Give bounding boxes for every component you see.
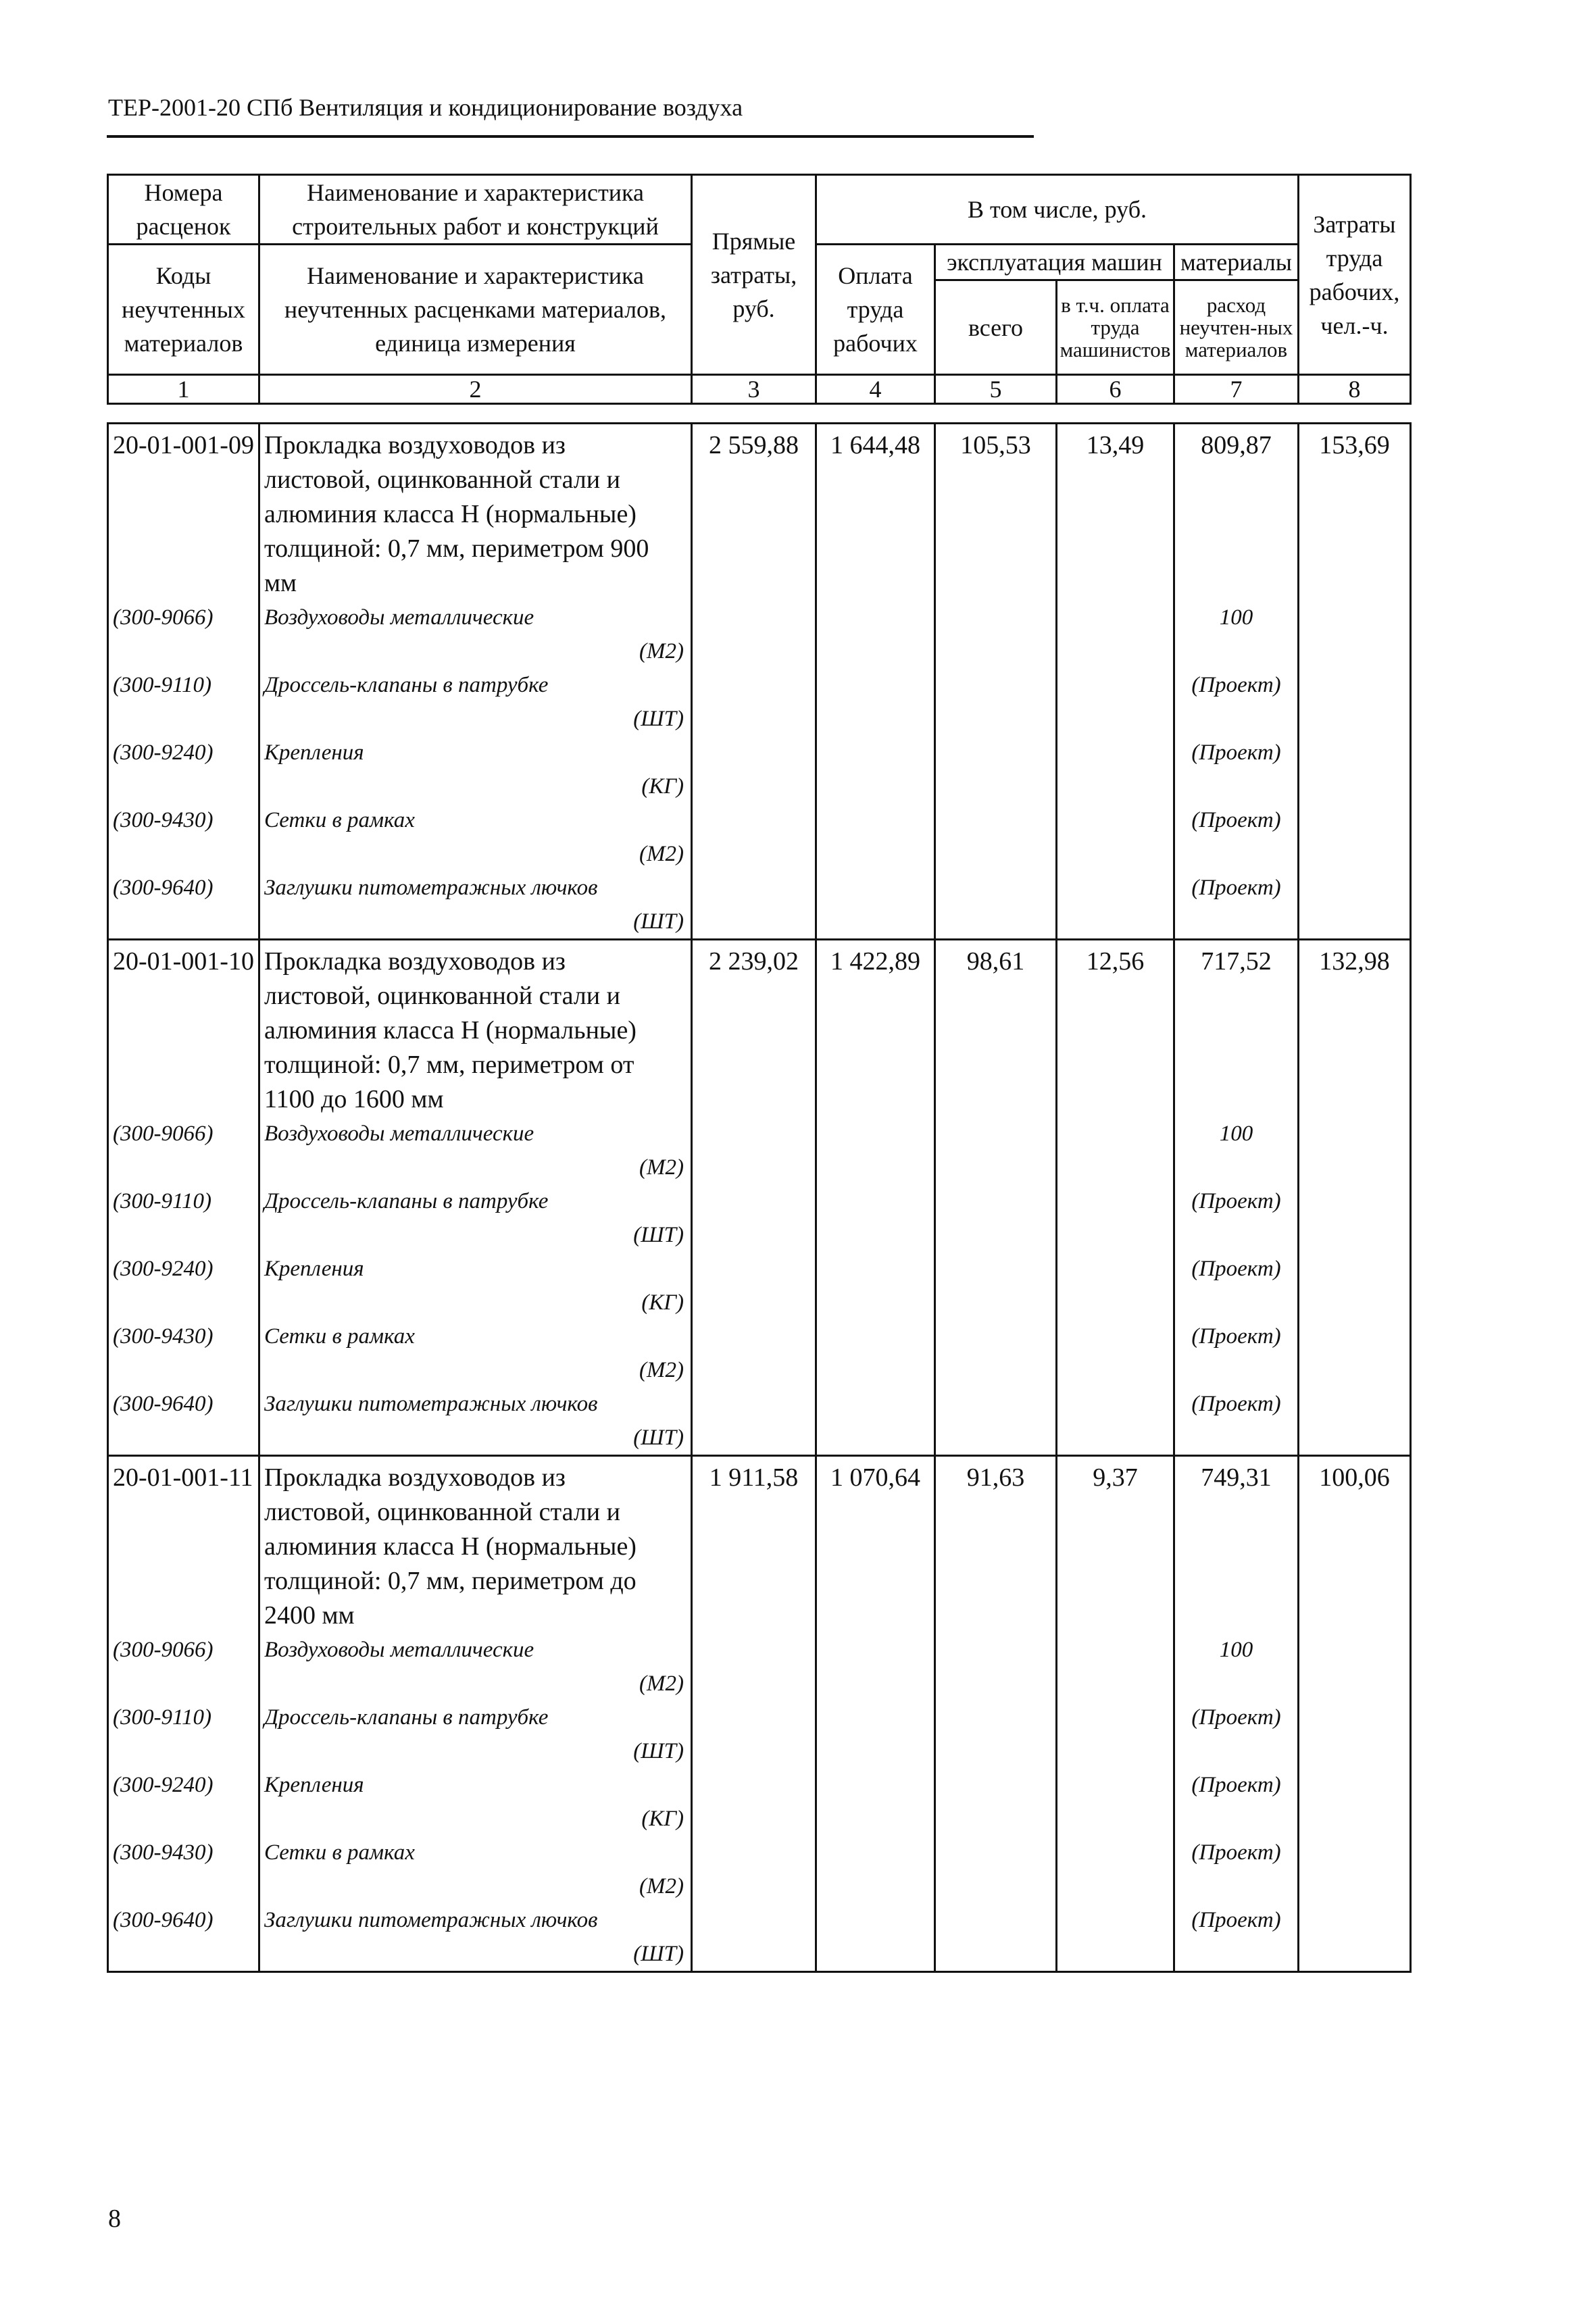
material-unit: (КГ) [641,1290,684,1315]
machines-total-cell [935,1456,1057,1972]
material-unit: (М2) [639,1358,684,1382]
materials-value: 809,87 [1201,431,1272,459]
material-unit: (М2) [639,1155,684,1180]
material-code: (300-9430) [113,808,214,832]
table-row [108,424,1411,940]
material-code: (300-9430) [113,1840,214,1865]
header-group: В том числе, руб. [816,175,1299,245]
rate-name-line: алюминия класса Н (нормальные) [264,1532,637,1561]
material-unit: (М2) [639,1874,684,1898]
material-name: Крепления [264,1773,364,1797]
material-unit: (М2) [639,1671,684,1696]
rate-name-line: алюминия класса Н (нормальные) [264,1016,637,1045]
header-codes-bottom: Коды неучтенных материалов [108,245,259,375]
header-machines-total: всего [935,280,1057,375]
labor-pay-value: 1 422,89 [830,947,920,976]
header-direct-costs: Прямые затраты, руб. [692,175,816,375]
material-name: Дроссель-клапаны в патрубке [264,1189,549,1213]
labor-hours-value: 100,06 [1319,1463,1390,1492]
material-code: (300-9430) [113,1324,214,1349]
rate-name-line: Прокладка воздуховодов из [264,947,566,976]
material-code: (300-9110) [113,673,212,697]
direct-costs-cell [692,940,816,1456]
labor-pay-value: 1 070,64 [830,1463,920,1492]
material-quantity: (Проект) [1191,876,1281,900]
labor-hours-cell [1299,1456,1411,1972]
material-unit: (ШТ) [633,909,684,934]
material-code: (300-9640) [113,876,214,900]
material-name: Дроссель-клапаны в патрубке [264,1705,549,1730]
materials-cell [1174,940,1299,1456]
material-unit: (КГ) [641,1807,684,1831]
column-number-1: 1 [108,375,259,404]
machines-total-cell [935,424,1057,940]
material-unit: (М2) [639,639,684,663]
table-header [107,174,1412,405]
material-name: Крепления [264,1257,364,1281]
header-machines: эксплуатация машин [935,245,1174,280]
machinist-pay-cell [1057,424,1174,940]
rate-name-line: Прокладка воздуховодов из [264,1463,566,1492]
material-unit: (ШТ) [633,1426,684,1450]
material-quantity: (Проект) [1191,1189,1281,1213]
rate-name-line: толщиной: 0,7 мм, периметром до [264,1567,637,1595]
material-unit: (ШТ) [633,1739,684,1763]
rate-name-line: толщиной: 0,7 мм, периметром 900 [264,534,649,563]
material-name: Крепления [264,740,364,765]
material-quantity: (Проект) [1191,1773,1281,1797]
material-quantity: 100 [1219,1638,1253,1662]
page-number: 8 [108,2205,121,2233]
material-quantity: (Проект) [1191,1392,1281,1416]
material-quantity: (Проект) [1191,740,1281,765]
labor-pay-cell [816,424,935,940]
rate-name-line: Прокладка воздуховодов из [264,431,566,459]
rate-name-cell [259,1456,692,1972]
document-title: ТЕР-2001-20 СПб Вентиляция и кондиционирование воздуха [108,94,743,121]
rates-table [107,422,1412,1973]
header-labor-hours: Затраты труда рабочих, чел.-ч. [1299,175,1411,375]
material-quantity: (Проект) [1191,673,1281,697]
material-name: Заглушки питометражных лючков [264,1392,598,1416]
material-name: Дроссель-клапаны в патрубке [264,673,549,697]
labor-hours-value: 132,98 [1319,947,1390,976]
material-name: Воздуховоды металлические [264,1122,534,1146]
material-name: Сетки в рамках [264,1324,415,1349]
material-code: (300-9066) [113,1122,214,1146]
material-unit: (КГ) [641,774,684,799]
rate-code: 20-01-001-09 [113,431,254,459]
machines-total-value: 91,63 [966,1463,1025,1492]
direct-costs-value: 2 559,88 [709,431,799,459]
material-quantity: 100 [1219,1122,1253,1146]
table-row [108,940,1411,1456]
rate-name-line: толщиной: 0,7 мм, периметром от [264,1051,634,1079]
material-code: (300-9066) [113,605,214,630]
rate-code: 20-01-001-11 [113,1463,253,1492]
material-name: Заглушки питометражных лючков [264,876,598,900]
material-quantity: (Проект) [1191,1908,1281,1932]
rate-name-line: листовой, оцинкованной стали и [264,466,620,494]
labor-pay-cell [816,940,935,1456]
direct-costs-value: 1 911,58 [709,1463,799,1492]
header-machinist-pay: в т.ч. оплата труда машинистов [1057,280,1174,375]
material-quantity: (Проект) [1191,1840,1281,1865]
materials-cell [1174,1456,1299,1972]
machinist-pay-value: 12,56 [1086,947,1145,976]
direct-costs-value: 2 239,02 [709,947,799,976]
rate-name-line: 2400 мм [264,1601,355,1630]
column-number-8: 8 [1299,375,1411,404]
rate-name-line: листовой, оцинкованной стали и [264,982,620,1010]
header-unaccounted-materials: расход неучтен-ных материалов [1174,280,1299,375]
rate-name-cell [259,940,692,1456]
column-number-7: 7 [1174,375,1299,404]
rate-code-cell [108,1456,259,1972]
header-labor-pay: Оплата труда рабочих [816,245,935,375]
machinist-pay-cell [1057,940,1174,1456]
material-name: Сетки в рамках [264,808,415,832]
column-number-6: 6 [1057,375,1174,404]
machines-total-cell [935,940,1057,1456]
machines-total-value: 98,61 [966,947,1025,976]
header-materials: материалы [1174,245,1299,280]
material-code: (300-9240) [113,1257,214,1281]
material-unit: (М2) [639,842,684,866]
material-name: Заглушки питометражных лючков [264,1908,598,1932]
rate-code: 20-01-001-10 [113,947,254,976]
material-code: (300-9240) [113,740,214,765]
material-quantity: 100 [1219,605,1253,630]
material-code: (300-9640) [113,1392,214,1416]
machinist-pay-cell [1057,1456,1174,1972]
material-name: Воздуховоды металлические [264,1638,534,1662]
material-name: Воздуховоды металлические [264,605,534,630]
labor-hours-cell [1299,940,1411,1456]
material-code: (300-9110) [113,1189,212,1213]
material-code: (300-9240) [113,1773,214,1797]
rate-code-cell [108,940,259,1456]
materials-cell [1174,424,1299,940]
rate-name-cell [259,424,692,940]
rate-name-line: 1100 до 1600 мм [264,1085,444,1113]
rate-name-line: листовой, оцинкованной стали и [264,1498,620,1526]
material-quantity: (Проект) [1191,1705,1281,1730]
rate-name-line: алюминия класса Н (нормальные) [264,500,637,528]
header-codes-top: Номера расценок [108,175,259,245]
material-quantity: (Проект) [1191,808,1281,832]
column-number-5: 5 [935,375,1057,404]
material-quantity: (Проект) [1191,1257,1281,1281]
labor-pay-cell [816,1456,935,1972]
rate-name-line: мм [264,569,297,597]
labor-hours-value: 153,69 [1319,431,1390,459]
rate-code-cell [108,424,259,940]
column-number-3: 3 [692,375,816,404]
labor-pay-value: 1 644,48 [830,431,920,459]
machines-total-value: 105,53 [960,431,1031,459]
direct-costs-cell [692,424,816,940]
title-rule [107,135,1034,138]
table-row [108,1456,1411,1972]
header-name-bottom: Наименование и характеристика неучтенных расценками материалов, единица измерения [259,245,692,375]
material-code: (300-9640) [113,1908,214,1932]
materials-value: 749,31 [1201,1463,1272,1492]
material-code: (300-9066) [113,1638,214,1662]
material-code: (300-9110) [113,1705,212,1730]
material-unit: (ШТ) [633,1942,684,1966]
direct-costs-cell [692,1456,816,1972]
material-unit: (ШТ) [633,707,684,731]
column-number-2: 2 [259,375,692,404]
material-name: Сетки в рамках [264,1840,415,1865]
material-unit: (ШТ) [633,1223,684,1247]
column-number-4: 4 [816,375,935,404]
header-name-top: Наименование и характеристика строительных работ и конструкций [259,175,692,245]
machinist-pay-value: 13,49 [1086,431,1145,459]
labor-hours-cell [1299,424,1411,940]
material-quantity: (Проект) [1191,1324,1281,1349]
materials-value: 717,52 [1201,947,1272,976]
machinist-pay-value: 9,37 [1093,1463,1138,1492]
